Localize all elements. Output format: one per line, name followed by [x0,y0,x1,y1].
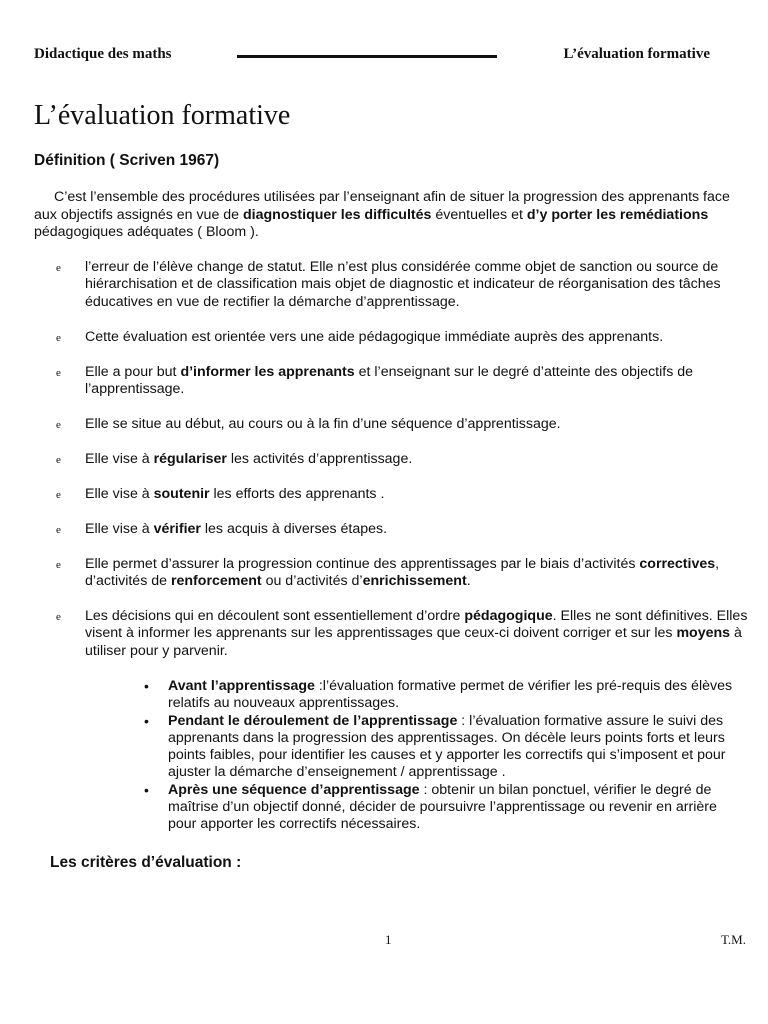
bullet-marker-icon: e [56,610,61,623]
bullet-marker-icon: e [56,262,61,274]
emphasis-text: correctives [639,555,716,572]
emphasis-text: Après une séquence d’apprentissage [168,781,420,798]
header-course-name: Didactique des maths [34,46,172,62]
bullet-marker-icon: e [56,418,61,431]
definition-heading: Définition ( Scriven 1967) [34,152,220,169]
header-rule [237,55,497,58]
definition-paragraph: C’est l’ensemble des procédures utilisées par l’enseignant afin de situer la progression des apprenants face aux objectifs assignés en vue de diagnostiquer les difficultés éventuelles et d’y porter les remédiations pédagogiques adéquates ( Bloom ). [34,189,730,241]
emphasis-text: régulariser [153,450,227,467]
stages-list [0,678,768,834]
list-item: e Les décisions qui en découlent sont essentiellement d’ordre pédagogique. Elles ne sont définitives. Elles visent à informer les apprenants sur les apprentissages que ceux-ci doivent corriger et sur les moyens à utiliser pour y parvenir. [56,607,748,659]
header-section-name: L’évaluation formative [563,46,710,62]
emphasis-text: pédagogique [464,607,553,624]
emphasis-text: renforcement [170,572,262,589]
list-item: e Elle vise à régulariser les activités d’apprentissage. [0,451,750,468]
page-number: 1 [385,932,392,947]
list-item: e Cette évaluation est orientée vers une aide pédagogique immédiate auprès des apprenants. [0,329,750,346]
bullet-marker-icon: e [56,488,61,501]
bullet-marker-icon: e [56,366,61,379]
list-item: e Elle vise à soutenir les efforts des apprenants . [0,486,750,503]
emphasis-text: d’informer les apprenants [180,363,355,380]
emphasis-text: Avant l’apprentissage [168,678,315,694]
bullet-marker-icon: e [56,331,61,344]
list-item: e Elle se situe au début, au cours ou à la fin d’une séquence d’apprentissage. [0,416,750,433]
list-item: • Pendant le déroulement de l’apprentissage : l’évaluation formative assure le suivi des apprenants dans la progression des apprentissages. On décèle leurs points forts et leurs points faibles, pour identifier les causes et y apporter les correctifs qui s’imposent et pour ajuster la démarche d’enseignement / apprentissage . [144,712,726,781]
list-item: e Elle a pour but d’informer les apprenants et l’enseignant sur le degré d’atteinte des objectifs de l’apprentissage. [56,363,694,398]
emphasis-text: Pendant le déroulement de l’apprentissage [168,712,458,729]
list-item: • Avant l’apprentissage :l’évaluation formative permet de vérifier les pré-requis des élèves relatifs au nouveaux apprentissages. [144,678,733,712]
page-header [34,46,710,68]
bullet-marker-icon: e [56,558,61,571]
list-item: e Elle vise à vérifier les acquis à diverses étapes. [0,521,750,538]
criteria-heading: Les critères d’évaluation : [50,854,242,871]
list-item: e Elle permet d’assurer la progression continue des apprentissages par le biais d’activités correctives, d’activités de renforcement ou d’activités d’enrichissement. [56,555,720,589]
emphasis-text: vérifier [153,520,201,537]
page-title: L’évaluation formative [34,100,291,131]
emphasis-text: d’y porter les remédiations [526,206,709,223]
bullet-marker-icon: e [56,523,61,536]
bullet-dot-icon: • [144,781,149,798]
emphasis-text: moyens [676,625,731,642]
list-item: e l’erreur de l’élève change de statut. Elle n’est plus considérée comme objet de sanction ou source de hiérarchisation et de classification mais objet de diagnostic et indicateur de réorganisation des tâches éducatives en vue de rectifier la démarche d’apprentissage. [56,259,721,310]
bullet-dot-icon: • [144,678,149,694]
list-item: • Après une séquence d’apprentissage : obtenir un bilan ponctuel, vérifier le degré de maîtrise d’un objectif donné, décider de poursuivre l’apprentissage ou revenir en arrière pour apporter les correctifs nécessaires. [144,781,717,833]
emphasis-text: diagnostiquer les difficultés [243,206,432,223]
emphasis-text: enrichissement [362,572,467,589]
bullet-marker-icon: e [56,453,61,466]
author-initials: T.M. [720,932,746,947]
bullet-dot-icon: • [144,712,149,729]
characteristics-list [0,259,768,678]
emphasis-text: soutenir [153,485,210,502]
